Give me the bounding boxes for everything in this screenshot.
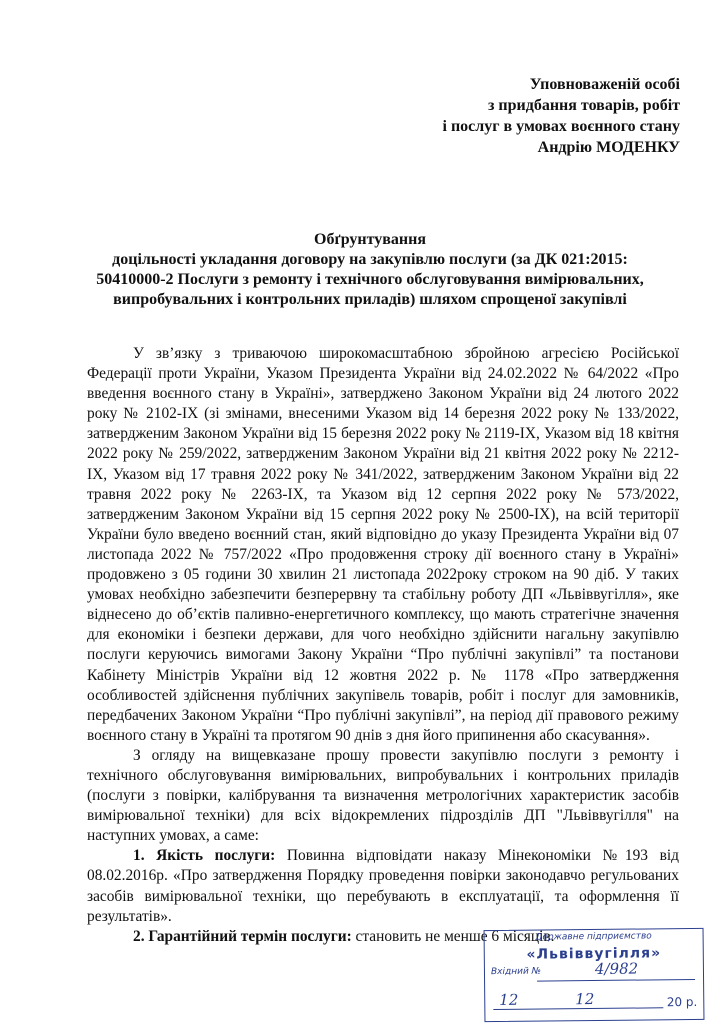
paragraph-request: З огляду на вищевказане прошу провести закупівлю послуги з ремонту і технічного обслуговування вимірювальних, випробувальних і контрольних приладів (послуги з повірки, калібрування та визначення метрологічних характеристик засобів вимірювальної техніки) для всіх відокремлених підрозділів ДП "Львіввугілля" на наступних умовах, а саме:: [87, 746, 679, 845]
stamp-divider: [537, 979, 695, 982]
condition-label: 1. Якість послуги:: [133, 847, 276, 865]
addressee-line: з придбання товарів, робіт: [487, 97, 680, 114]
document-body: [87, 344, 679, 947]
stamp-org-name: «Львіввугілля»: [526, 945, 662, 963]
addressee-block: [443, 74, 681, 158]
title-line: випробувальних і контрольних приладів) шляхом спрощеної закупівлі: [113, 291, 627, 308]
document-title: [70, 230, 670, 310]
addressee-line: і послуг в умовах воєнного стану: [442, 118, 680, 135]
addressee-line: Уповноваженій особі: [529, 76, 680, 93]
stamp-incoming-number: 4/982: [594, 959, 639, 978]
condition-quality: [87, 846, 679, 926]
title-line: доцільності укладання договору на закупівлю послуги (за ДК 021:2015:: [112, 251, 628, 268]
paragraph-context: У зв’язку з триваючою широкомасштабною збройною агресією Російської Федерації проти України, Указом Президента України від 24.02.2022 № 64/2022 «Про введення воєнного стану в Україні», затверджено Законом України від 24 лютого 2022 року № 2102-IX (зі змінами, внесеними Указом від 14 березня 2022 року № 133/2022, затвердженим Законом України від 15 березня 2022 року № 2119-IX, Указом від 18 квітня 2022 року № 259/2022, затвердженим Законом України від 21 квітня 2022 року № 2212-IX, Указом від 17 травня 2022 року № 341/2022, затвердженим Законом України від 22 травня 2022 року № 2263-IX, та Указом від 12 серпня 2022 року № 573/2022, затвердженим Законом України від 15 серпня 2022 року № 2500-IX), на всій території України було введено воєнний стан, який відповідно до указу Президента України від 07 листопада 2022 № 757/2022 «Про продовження строку дії воєнного стану в Україні» продовжено з 05 години 30 хвилин 21 листопада 2022року строком на 90 діб. У таких умовах необхідно забезпечити безперервну та стабільну роботу ДП «Львіввугілля», яке віднесено до об’єктів паливно-енергетичного комплексу, що мають стратегічне значення для економіки і безпеки держави, для чого необхідно здійснити нагальну закупівлю послуги керуючись вимогами Закону України “Про публічні закупівлі” та постанови Кабінету Міністрів України від 12 жовтня 2022 р. № 1178 «Про затвердження особливостей здійснення публічних закупівель товарів, робіт і послуг для замовників, передбачених Законом України “Про публічні закупівлі”, на період дії правового режиму воєнного стану в Україні та протягом 90 днів з дня його припинення або скасування».: [87, 345, 679, 744]
stamp-org-type: Державне підприємство: [535, 931, 652, 943]
addressee-name: Андрію МОДЕНКУ: [537, 139, 680, 156]
stamp-month: 12: [575, 989, 595, 1009]
condition-label: 2. Гарантійний термін послуги:: [133, 927, 352, 945]
stamp-divider: [493, 1007, 663, 1010]
title-line: 50410000-2 Послуги з ремонту і технічного обслуговування вимірювальних,: [96, 271, 644, 288]
stamp-day: 12: [499, 990, 519, 1009]
condition-text: становить не менше 6 місяців.: [351, 927, 555, 945]
stamp-incoming-label: Вхідний №: [490, 966, 542, 978]
registration-stamp: [484, 928, 705, 1022]
title-heading: Обґрунтування: [314, 231, 426, 248]
condition-text: Повинна відповідати наказу Мінекономіки №193 від 08.02.2016р. «Про затвердження Порядку проведення повірки законодавчо регульованих засобів вимірювальної техніки, що перебувають в експлуатації, та оформлення її результатів».: [87, 847, 679, 925]
stamp-year: 20 р.: [666, 994, 698, 1010]
